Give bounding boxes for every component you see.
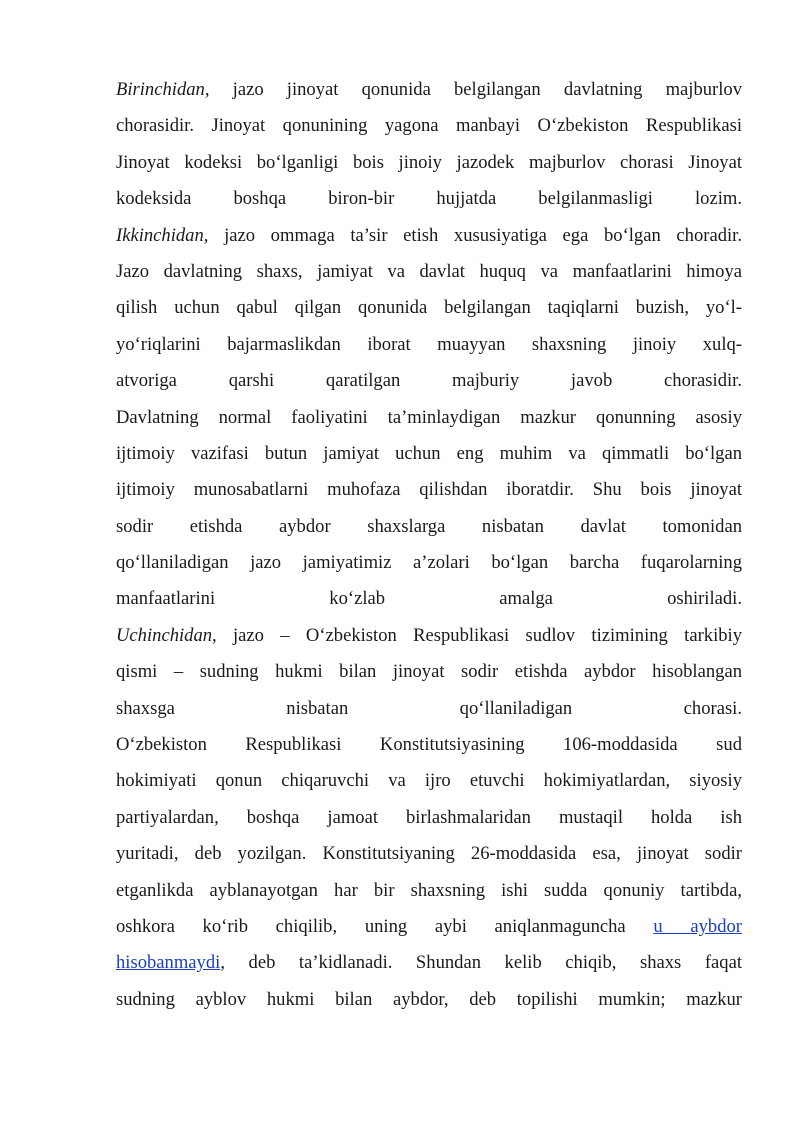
text-span: , jazo – O‘zbekiston Respublikasi sudlov tizimining tarkibiy — [212, 624, 742, 646]
text-line — [116, 945, 742, 981]
text-span: sudning ayblov hukmi bilan aybdor, deb topilishi mumkin; mazkur — [116, 988, 742, 1010]
text-line — [116, 472, 742, 508]
text-span: Davlatning normal faoliyatini ta’minlaydigan mazkur qonunning asosiy — [116, 406, 742, 428]
document-page — [116, 72, 742, 1018]
text-span: atvoriga qarshi qaratilgan majburiy javob chorasidir. — [116, 370, 742, 392]
text-line — [116, 836, 742, 872]
text-line — [116, 909, 742, 945]
text-line — [116, 108, 742, 144]
text-span: chorasidir. Jinoyat qonunining yagona manbayi O‘zbekiston Respublikasi — [116, 115, 742, 137]
text-span: O‘zbekiston Respublikasi Konstitutsiyasining 106-moddasida sud — [116, 734, 742, 756]
hyperlink[interactable]: u aybdor — [653, 915, 742, 937]
text-line — [116, 873, 742, 909]
text-span: Jazo davlatning shaxs, jamiyat va davlat huquq va manfaatlarini himoya — [116, 260, 742, 282]
text-line — [116, 218, 742, 254]
text-line — [116, 181, 742, 217]
text-span: ijtimoiy munosabatlarni muhofaza qilishdan iboratdir. Shu bois jinoyat — [116, 479, 742, 501]
text-span: qo‘llaniladigan jazo jamiyatimiz a’zolari bo‘lgan barcha fuqarolarning — [116, 552, 742, 574]
text-line — [116, 72, 742, 108]
text-line — [116, 654, 742, 690]
text-line — [116, 763, 742, 799]
text-line — [116, 800, 742, 836]
text-span: yo‘riqlarini bajarmaslikdan iborat muayyan shaxsning jinoiy xulq- — [116, 333, 742, 355]
text-span: , deb ta’kidlanadi. Shundan kelib chiqib, shaxs faqat — [220, 952, 742, 974]
text-line — [116, 545, 742, 581]
text-line — [116, 145, 742, 181]
text-line — [116, 509, 742, 545]
paragraph-lead-word: Uchinchidan — [116, 624, 213, 646]
text-line — [116, 727, 742, 763]
text-span: , jazo ommaga ta’sir etish xususiyatiga ega bo‘lgan choradir. — [203, 224, 742, 246]
text-span: shaxsga nisbatan qo‘llaniladigan chorasi. — [116, 697, 742, 719]
text-line — [116, 982, 742, 1018]
text-line — [116, 254, 742, 290]
text-span: oshkora ko‘rib chiqilib, uning aybi aniqlanmaguncha — [116, 915, 654, 937]
text-span: qilish uchun qabul qilgan qonunida belgilangan taqiqlarni buzish, yo‘l- — [116, 297, 742, 319]
text-line — [116, 327, 742, 363]
paragraph-lead-word: Ikkinchidan — [116, 224, 204, 246]
text-span: hokimiyati qonun chiqaruvchi va ijro etuvchi hokimiyatlardan, siyosiy — [116, 770, 742, 792]
paragraph-lead-word: Birinchidan, — [116, 79, 210, 100]
text-line — [116, 581, 742, 617]
text-span: manfaatlarini ko‘zlab amalga oshiriladi. — [116, 588, 742, 610]
text-line — [116, 618, 742, 654]
text-span: jazo jinoyat qonunida belgilangan davlatning majburlov — [209, 79, 742, 100]
text-line — [116, 691, 742, 727]
text-span: sodir etishda aybdor shaxslarga nisbatan davlat tomonidan — [116, 515, 742, 537]
text-span: yuritadi, deb yozilgan. Konstitutsiyaning 26-moddasida esa, jinoyat sodir — [116, 843, 742, 865]
text-line — [116, 436, 742, 472]
text-span: etganlikda ayblanayotgan har bir shaxsning ishi sudda qonuniy tartibda, — [116, 879, 742, 901]
text-span: partiyalardan, boshqa jamoat birlashmalaridan mustaqil holda ish — [116, 806, 742, 828]
text-span: kodeksida boshqa biron-bir hujjatda belgilanmasligi lozim. — [116, 188, 742, 210]
text-line — [116, 400, 742, 436]
text-line — [116, 363, 742, 399]
text-span: Jinoyat kodeksi bo‘lganligi bois jinoiy jazodek majburlov chorasi Jinoyat — [116, 151, 742, 173]
text-span: qismi – sudning hukmi bilan jinoyat sodir etishda aybdor hisoblangan — [116, 661, 742, 683]
hyperlink[interactable]: hisobanmaydi — [116, 952, 221, 974]
text-span: ijtimoiy vazifasi butun jamiyat uchun eng muhim va qimmatli bo‘lgan — [116, 442, 742, 464]
text-line — [116, 290, 742, 326]
